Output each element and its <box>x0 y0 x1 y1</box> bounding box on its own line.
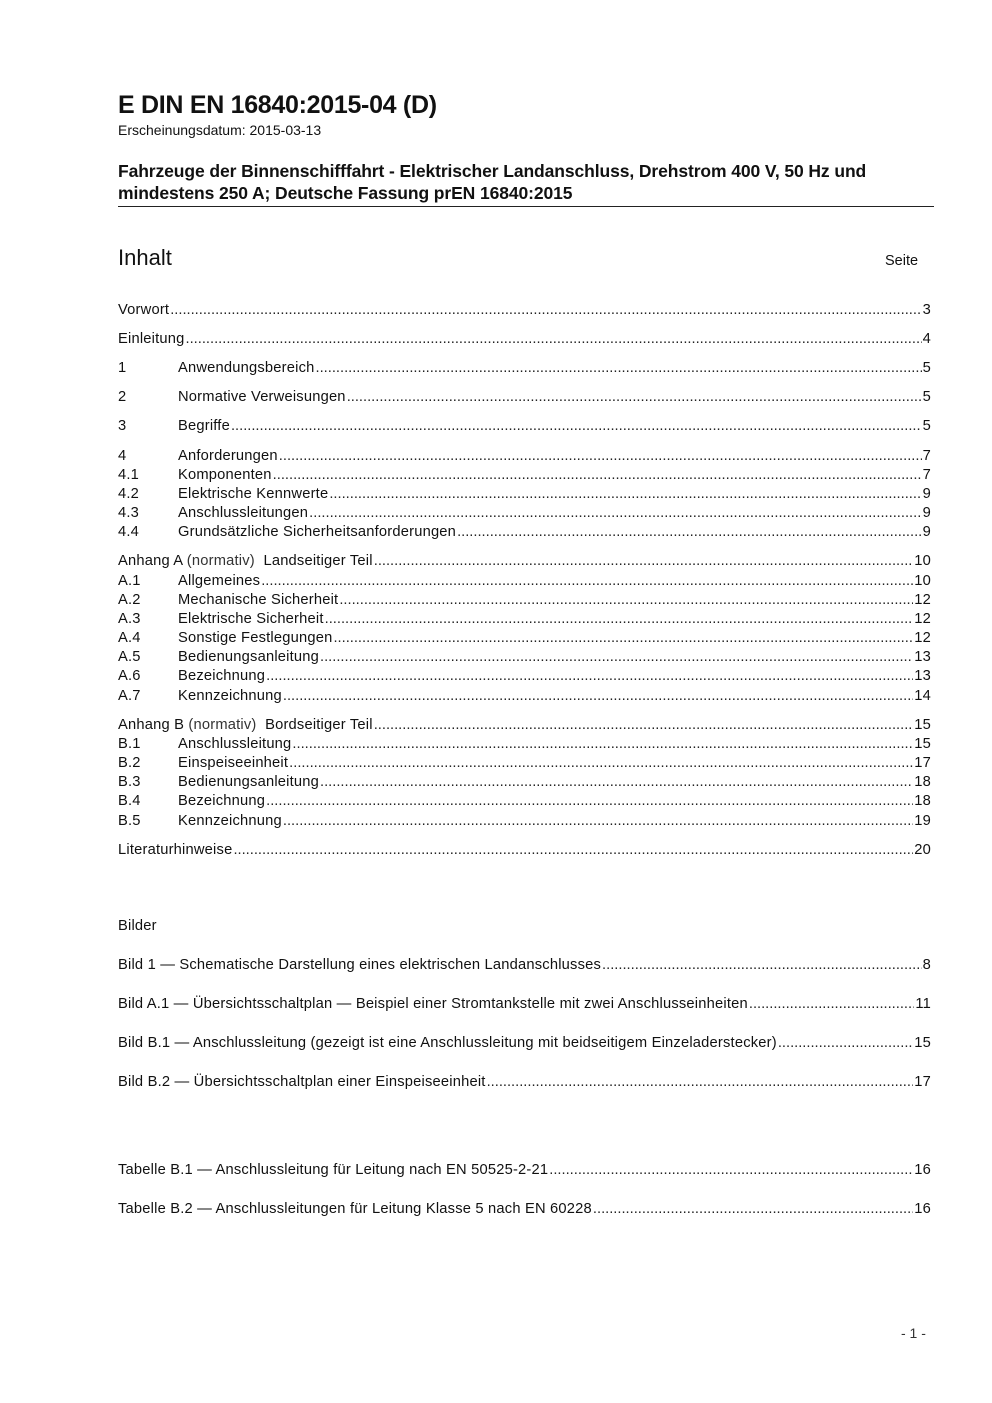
toc-entry-a-2[interactable] <box>118 592 931 611</box>
toc-entry-number: 3 <box>118 418 127 434</box>
leader-dots <box>333 630 913 646</box>
toc-entry-number: A.7 <box>118 688 141 704</box>
leader-dots <box>309 505 921 521</box>
toc-entry-text: Mechanische Sicherheit <box>178 592 339 608</box>
toc-entry-page: 15 <box>914 717 931 733</box>
toc-entry-number: B.5 <box>118 813 141 829</box>
table-entry-b-1[interactable] <box>118 1162 931 1181</box>
toc-entry-normativ: (normativ) <box>188 717 257 733</box>
toc-entry-text: Bezeichnung <box>178 793 266 809</box>
toc-entry-page: 4 <box>922 331 931 347</box>
table-entry-text: Tabelle B.1 — Anschlussleitung für Leitung nach EN 50525-2-21 <box>118 1162 549 1178</box>
toc-entry-number: 4.4 <box>118 524 140 540</box>
leader-dots <box>186 331 922 347</box>
toc-entry-number: B.1 <box>118 736 141 752</box>
toc-entry-text: Allgemeines <box>178 573 261 589</box>
document-subtitle: Fahrzeuge der Binnenschifffahrt - Elektrischer Landanschluss, Drehstrom 400 V, 50 Hz und mindestens 250 A; Deutsche Fassung prEN 16840:2015 <box>118 161 867 203</box>
toc-entry-number: A.1 <box>118 573 141 589</box>
toc-entry-3[interactable] <box>118 418 931 437</box>
toc-entry-text: Landseitiger Teil <box>254 553 373 569</box>
leader-dots <box>289 755 913 771</box>
table-entry-text: Tabelle B.2 — Anschlussleitungen für Leitung Klasse 5 nach EN 60228 <box>118 1201 592 1217</box>
toc-entry-page: 17 <box>914 755 931 771</box>
toc-entry-number: 4.2 <box>118 486 140 502</box>
leader-dots <box>339 592 913 608</box>
toc-entry-page: 19 <box>914 813 931 829</box>
leader-dots <box>320 774 913 790</box>
toc-entry-number: 1 <box>118 360 127 376</box>
toc-entry-a-1[interactable] <box>118 573 931 592</box>
leader-dots <box>170 302 921 318</box>
leader-dots <box>549 1162 913 1178</box>
toc-entry-4-2[interactable] <box>118 486 931 505</box>
page-number: - 1 - <box>901 1325 926 1341</box>
leader-dots <box>279 448 922 464</box>
toc-entry-4-3[interactable] <box>118 505 931 524</box>
toc-entry-page: 18 <box>914 793 931 809</box>
toc-entry-number: A.2 <box>118 592 141 608</box>
toc-entry-page: 3 <box>922 302 931 318</box>
toc-entry-text: Komponenten <box>178 467 272 483</box>
toc-entry-number: 4.3 <box>118 505 140 521</box>
toc-entry-text: Einleitung <box>118 331 185 347</box>
figure-entry-page: 15 <box>914 1035 931 1051</box>
toc-entry-text: Anschlussleitungen <box>178 505 309 521</box>
publication-date: Erscheinungsdatum: 2015-03-13 <box>118 122 322 138</box>
toc-entry-a-7[interactable] <box>118 688 931 707</box>
toc-entry-page: 18 <box>914 774 931 790</box>
toc-entry-page: 9 <box>922 486 931 502</box>
toc-entry-a-5[interactable] <box>118 649 931 668</box>
toc-entry-page: 12 <box>914 630 931 646</box>
toc-entry-text: Bezeichnung <box>178 668 266 684</box>
toc-entry-page: 15 <box>914 736 931 752</box>
figures-heading: Bilder <box>118 918 157 934</box>
toc-entry-number: A.3 <box>118 611 141 627</box>
toc-entry-page: 13 <box>914 649 931 665</box>
toc-entry-text: Anschlussleitung <box>178 736 292 752</box>
toc-entry-1[interactable] <box>118 360 931 379</box>
toc-entry-text: Bedienungsanleitung <box>178 649 320 665</box>
toc-entry-page: 13 <box>914 668 931 684</box>
toc-heading: Inhalt <box>118 245 172 270</box>
figure-entry-bild-b-1[interactable] <box>118 1035 931 1054</box>
leader-dots <box>778 1035 913 1051</box>
toc-entry-number: A.4 <box>118 630 141 646</box>
toc-entry-a-6[interactable] <box>118 668 931 687</box>
toc-entry-vorwort[interactable] <box>118 302 931 321</box>
table-entry-page: 16 <box>914 1201 931 1217</box>
toc-entry-literaturhinweise[interactable] <box>118 842 931 861</box>
figure-entry-text: Bild B.2 — Übersichtsschaltplan einer Einspeiseeinheit <box>118 1074 486 1090</box>
figure-entry-bild-b-2[interactable] <box>118 1074 931 1093</box>
leader-dots <box>261 573 913 589</box>
toc-entry-page: 20 <box>914 842 931 858</box>
figure-entry-bild-1[interactable] <box>118 957 931 976</box>
toc-entry-number: B.3 <box>118 774 141 790</box>
leader-dots <box>273 467 922 483</box>
toc-entry-page: 7 <box>922 467 931 483</box>
leader-dots <box>283 813 913 829</box>
leader-dots <box>374 717 914 733</box>
toc-entry-b-3[interactable] <box>118 774 931 793</box>
toc-entry-text: Elektrische Sicherheit <box>178 611 324 627</box>
toc-entry-anhang-b[interactable] <box>118 717 931 736</box>
toc-entry-b-5[interactable] <box>118 813 931 832</box>
toc-entry-text: Vorwort <box>118 302 170 318</box>
figure-entry-page: 11 <box>915 996 931 1012</box>
figure-entry-text: Bild A.1 — Übersichtsschaltplan — Beispiel einer Stromtankstelle mit zwei Anschlusseinheiten <box>118 996 748 1012</box>
toc-entry-2[interactable] <box>118 389 931 408</box>
figure-entry-text: Bild 1 — Schematische Darstellung eines elektrischen Landanschlusses <box>118 957 602 973</box>
toc-entry-prefix: Anhang B <box>118 717 189 733</box>
toc-entry-number: B.4 <box>118 793 141 809</box>
leader-dots <box>320 649 913 665</box>
toc-entry-text: Bedienungsanleitung <box>178 774 320 790</box>
leader-dots <box>457 524 922 540</box>
leader-dots <box>749 996 914 1012</box>
title-divider <box>118 206 934 207</box>
leader-dots <box>593 1201 913 1217</box>
toc-entry-text: Grundsätzliche Sicherheitsanforderungen <box>178 524 457 540</box>
toc-entry-page: 5 <box>922 389 931 405</box>
leader-dots <box>487 1074 914 1090</box>
toc-entry-page: 12 <box>914 592 931 608</box>
leader-dots <box>325 611 914 627</box>
leader-dots <box>266 793 913 809</box>
toc-entry-page: 9 <box>922 524 931 540</box>
toc-entry-a-4[interactable] <box>118 630 931 649</box>
toc-entry-text: Kennzeichnung <box>178 688 282 704</box>
toc-entry-number: 4.1 <box>118 467 140 483</box>
toc-entry-einleitung[interactable] <box>118 331 931 350</box>
toc-entry-page: 10 <box>914 573 931 589</box>
toc-entry-text: Anforderungen <box>178 448 278 464</box>
toc-entry-anhang-a[interactable] <box>118 553 931 572</box>
toc-entry-number: B.2 <box>118 755 141 771</box>
figure-entry-page: 17 <box>914 1074 931 1090</box>
toc-entry-b-1[interactable] <box>118 736 931 755</box>
toc-entry-4[interactable] <box>118 448 931 467</box>
leader-dots <box>231 418 922 434</box>
toc-entry-b-4[interactable] <box>118 793 931 812</box>
toc-entry-number: 4 <box>118 448 127 464</box>
toc-entry-number: 2 <box>118 389 127 405</box>
toc-entry-page: 7 <box>922 448 931 464</box>
toc-entry-page: 14 <box>914 688 931 704</box>
leader-dots <box>602 957 922 973</box>
leader-dots <box>347 389 922 405</box>
toc-entry-page: 12 <box>914 611 931 627</box>
toc-entry-a-3[interactable] <box>118 611 931 630</box>
toc-entry-text: Anwendungsbereich <box>178 360 315 376</box>
toc-entry-4-4[interactable] <box>118 524 931 543</box>
figure-entry-page: 8 <box>922 957 931 973</box>
toc-entry-number: A.5 <box>118 649 141 665</box>
leader-dots <box>329 486 921 502</box>
toc-entry-text: Einspeiseeinheit <box>178 755 289 771</box>
leader-dots <box>266 668 913 684</box>
toc-entry-page: 5 <box>922 418 931 434</box>
toc-entry-4-1[interactable] <box>118 467 931 486</box>
table-entry-page: 16 <box>914 1162 931 1178</box>
toc-entry-text: Begriffe <box>178 418 230 434</box>
leader-dots <box>283 688 913 704</box>
document-title: E DIN EN 16840:2015-04 (D) <box>118 91 437 119</box>
toc-entry-text: Elektrische Kennwerte <box>178 486 329 502</box>
leader-dots <box>374 553 914 569</box>
leader-dots <box>233 842 913 858</box>
toc-entry-text: Normative Verweisungen <box>178 389 346 405</box>
toc-entry-page: 10 <box>914 553 931 569</box>
toc-entry-page: 9 <box>922 505 931 521</box>
toc-entry-text: Kennzeichnung <box>178 813 282 829</box>
toc-entry-prefix: Anhang A <box>118 553 187 569</box>
toc-entry-number: A.6 <box>118 668 141 684</box>
toc-entry-page: 5 <box>922 360 931 376</box>
leader-dots <box>292 736 913 752</box>
table-entry-b-2[interactable] <box>118 1201 931 1220</box>
toc-page-column-label: Seite <box>885 253 919 269</box>
toc-entry-text: Sonstige Festlegungen <box>178 630 333 646</box>
figure-entry-bild-a-1[interactable] <box>118 996 931 1015</box>
toc-entry-b-2[interactable] <box>118 755 931 774</box>
toc-entry-text: Bordseitiger Teil <box>256 717 373 733</box>
leader-dots <box>316 360 922 376</box>
toc-entry-normativ: (normativ) <box>186 553 255 569</box>
figure-entry-text: Bild B.1 — Anschlussleitung (gezeigt ist eine Anschlussleitung mit beidseitigem Einzeladerstecker) <box>118 1035 777 1051</box>
toc-entry-text: Literaturhinweise <box>118 842 233 858</box>
